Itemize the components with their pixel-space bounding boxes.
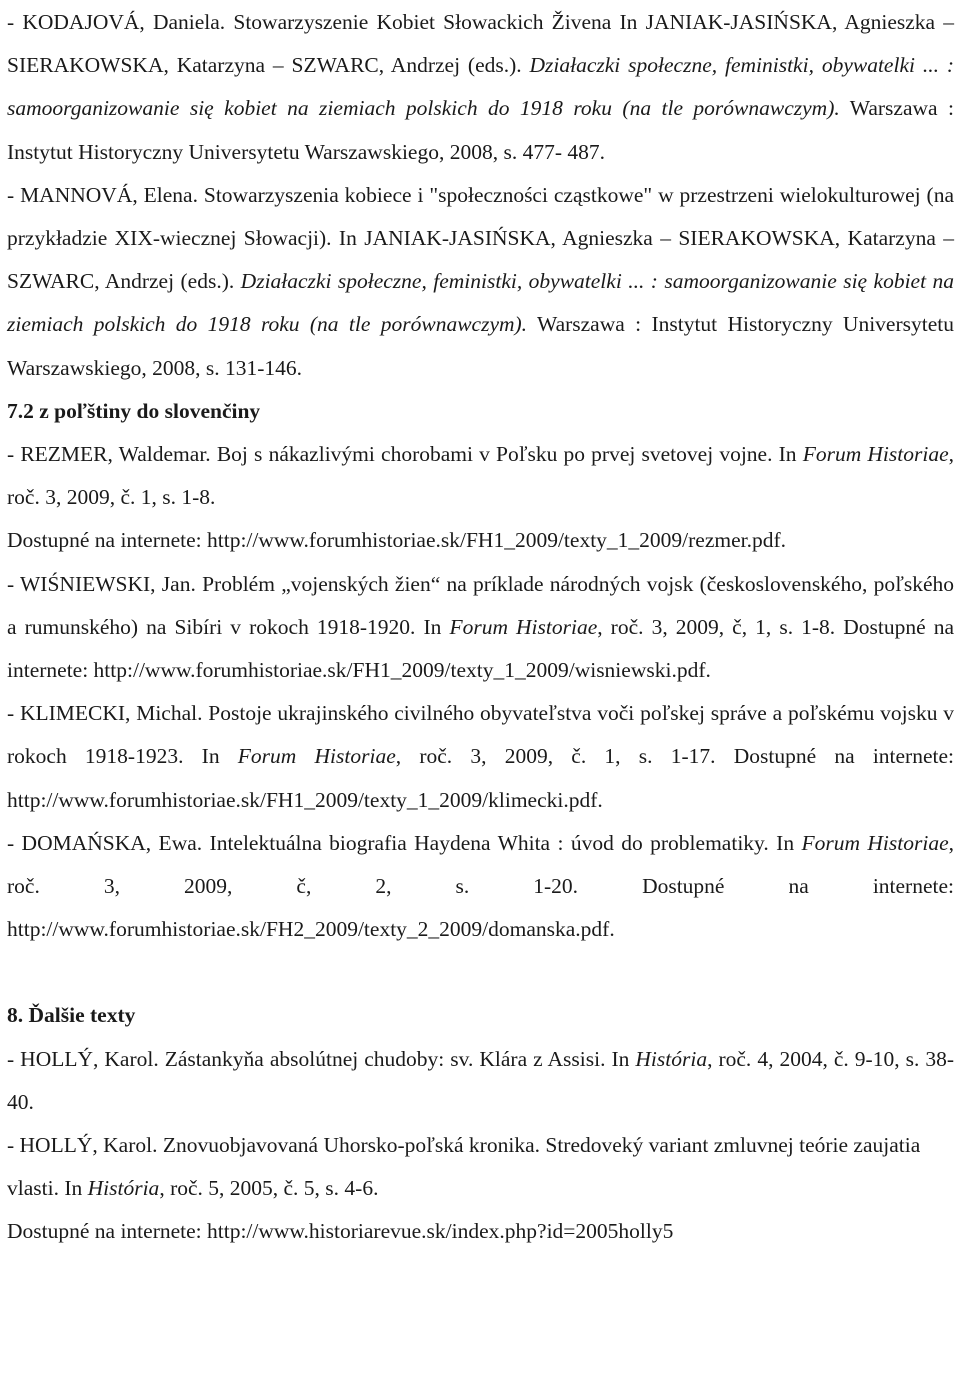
bib-source: História: [635, 1046, 708, 1071]
section-heading-8: 8. Ďalšie texty: [7, 1003, 136, 1028]
bib-title: Stowarzyszenia kobiece i "społeczności cząstkowe" w przestrzeni wielokulturowej (na przykładzie XIX-wiecznej Słowacji). In JANIAK-JASIŃSKA, Agnieszka – SIERAKOWSKA, Katarzyna – SZWARC, Andrzej (eds.).: [7, 182, 954, 294]
bib-title: Intelektuálna biografia Haydena Whita : úvod do problematiky. In: [202, 830, 802, 855]
bib-entry-holly-2: [7, 1124, 954, 1210]
bib-source: História: [87, 1176, 160, 1201]
bib-rest: , roč. 3, 2009, č. 1, s. 1-8.: [7, 442, 954, 510]
bib-title: Postoje ukrajinského civilného obyvateľstva voči poľskej správe a poľskému vojsku v rokoch 1918-1923. In: [7, 701, 955, 769]
bib-rest: , roč. 3, 2009, č, 1, s. 1-8. Dostupné na internete: http://www.forumhistoriae.sk/FH1_2009/texty_1_2009/wisniewski.pdf.: [7, 614, 954, 683]
bib-entry-kodajova: [7, 1, 954, 174]
bib-rest: , roč. 4, 2004, č. 9-10, s. 38-40.: [7, 1046, 954, 1114]
bib-entry-wisniewski: [7, 563, 954, 693]
bib-entry-holly-1: [7, 1038, 954, 1124]
bib-author: - DOMAŃSKA, Ewa.: [7, 830, 203, 855]
bib-entry-domanska: [7, 822, 954, 952]
bib-rest: Warszawa : Instytut Historyczny Universytetu Warszawskiego, 2008, s. 131-146.: [7, 312, 954, 380]
bib-author: - REZMER, Waldemar.: [7, 442, 211, 467]
bib-title: Stowarzyszenie Kobiet Słowackich Živena In JANIAK-JASIŃSKA, Agnieszka – SIERAKOWSKA, Katarzyna – SZWARC, Andrzej (eds.).: [7, 10, 954, 78]
bib-rest: , roč. 3, 2009, č. 1, s. 1-17. Dostupné na internete: http://www.forumhistoriae.sk/FH1_2009/texty_1_2009/klimecki.pdf.: [7, 744, 955, 812]
bib-online-link-holly[interactable]: Dostupné na internete: http://www.historiarevue.sk/index.php?id=2005holly5: [7, 1219, 674, 1244]
bib-source: Forum Historiae: [801, 830, 949, 855]
bib-author: - MANNOVÁ, Elena.: [7, 182, 198, 207]
bib-author: - HOLLÝ, Karol.: [7, 1133, 158, 1158]
bib-title: Zástankyňa absolútnej chudoby: sv. Klára z Assisi. In: [158, 1046, 636, 1071]
bib-rest: , roč. 5, 2005, č. 5, s. 4-6.: [159, 1176, 379, 1201]
bib-source: Forum Historiae: [802, 442, 949, 467]
bib-title: Boj s nákazlivými chorobami v Poľsku po prvej svetovej vojne. In: [210, 442, 803, 467]
bib-source: Forum Historiae: [237, 744, 396, 769]
section-spacer: [7, 951, 954, 994]
bib-source: Forum Historiae: [449, 614, 598, 639]
bib-entry-mannova: [7, 174, 954, 390]
bib-author: - KLIMECKI, Michal.: [7, 701, 203, 726]
bib-entry-rezmer: [7, 433, 954, 519]
bib-author: - WIŚNIEWSKI, Jan.: [7, 571, 196, 596]
bib-author: - HOLLÝ, Karol.: [7, 1046, 159, 1071]
section-heading-7-2: 7.2 z poľštiny do slovenčiny: [7, 398, 261, 423]
bib-source: Działaczki społeczne, feministki, obywatelki ... : samoorganizowanie się kobiet na ziemiach polskich do 1918 roku (na tle porównawczym).: [7, 269, 954, 337]
bib-rest: Warszawa : Instytut Historyczny Universytetu Warszawskiego, 2008, s. 477- 487.: [7, 96, 954, 164]
bib-author: - KODAJOVÁ, Daniela.: [7, 10, 226, 34]
bib-title: Znovuobjavovaná Uhorsko-poľská kronika. Stredoveký variant zmluvnej teórie zaujatia vlasti. In: [7, 1133, 921, 1201]
bib-title: Problém „vojenských žien“ na príklade národných vojsk (československého, poľského a rumunského) na Sibíri v rokoch 1918-1920. In: [7, 571, 954, 639]
bib-online-link-rezmer[interactable]: Dostupné na internete: http://www.forumhistoriae.sk/FH1_2009/texty_1_2009/rezmer.pdf.: [7, 528, 787, 553]
bib-source: Działaczki społeczne, feministki, obywatelki ... : samoorganizowanie się kobiet na ziemiach polskich do 1918 roku (na tle porównawczym).: [7, 53, 954, 121]
bib-entry-klimecki: [7, 692, 954, 822]
bib-rest: , roč. 3, 2009, č, 2, s. 1-20. Dostupné na internete: http://www.forumhistoriae.sk/FH2_2009/texty_2_2009/domanska.pdf.: [7, 830, 955, 942]
